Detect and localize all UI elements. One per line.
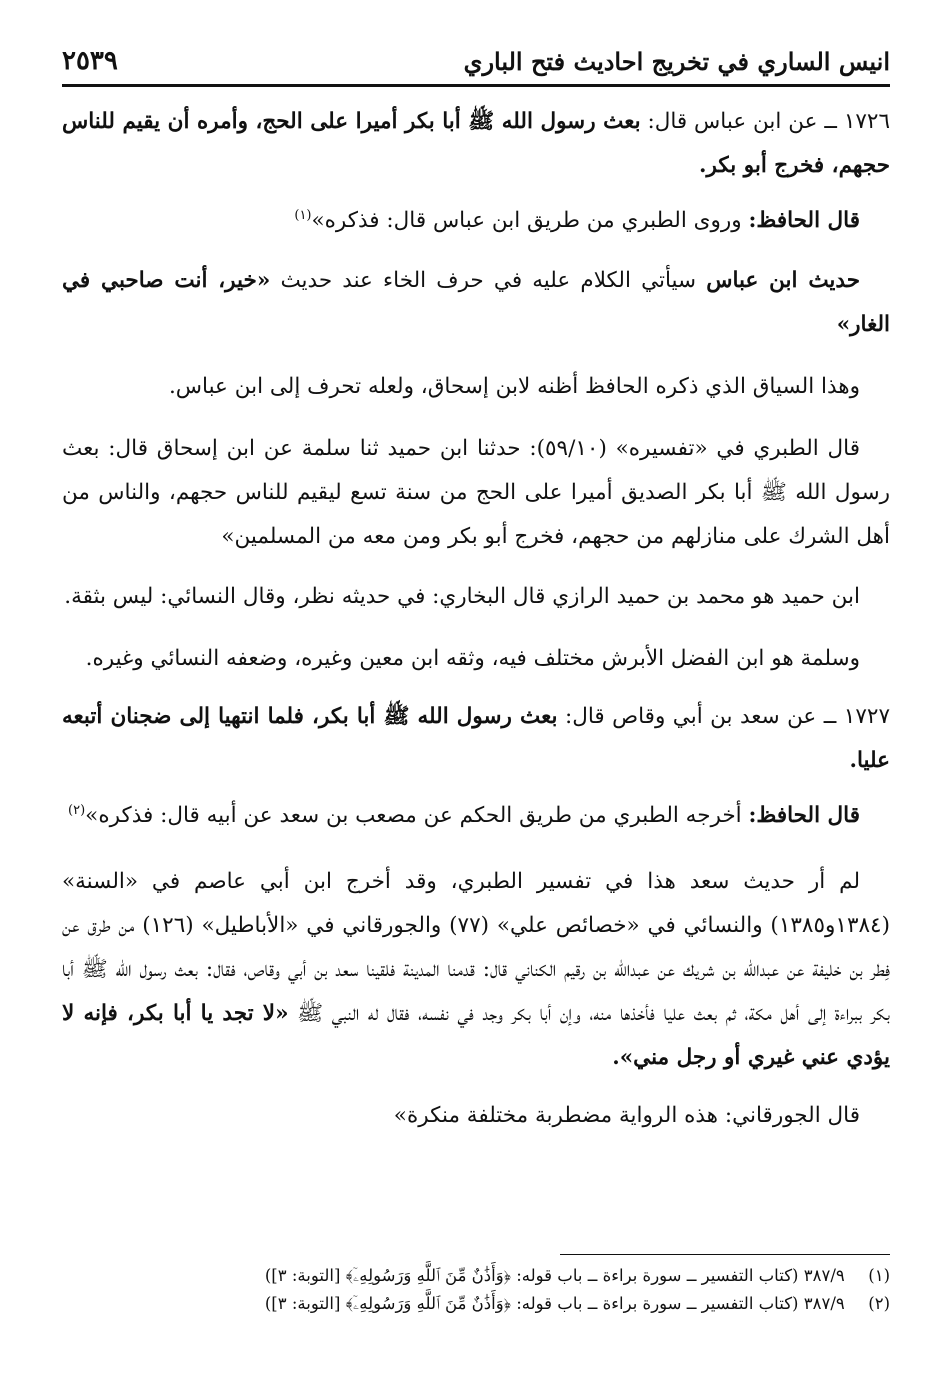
paragraph-commentary-2: وهذا السياق الذي ذكره الحافظ أظنه لابن إسحاق، ولعله تحرف إلى ابن عباس.	[168, 374, 860, 400]
book-title: انيس الساري في تخريج احاديث فتح الباري	[463, 47, 890, 76]
hafiz-text: وروى الطبري من طريق ابن عباس قال: فذكره»	[311, 208, 742, 234]
hafiz-text: أخرجه الطبري من طريق الحكم عن مصعب بن سعد عن أبيه قال: فذكره»	[85, 803, 742, 829]
paragraph-ibn-humaid: ابن حميد هو محمد بن حميد الرازي قال البخاري: في حديثه نظر، وقال النسائي: ليس بثقة.	[64, 584, 860, 610]
hadith-lead: عن سعد بن أبي وقاص قال:	[564, 704, 817, 730]
paragraph-jawraqani: قال الجورقاني: هذه الرواية مضطربة مختلفة منكرة»	[393, 1103, 860, 1129]
hadith-text: بعث رسول الله ﷺ أبا بكر أميرا على الحج، وأمره أن يقيم للناس حجهم، فخرج أبو بكر.	[62, 109, 890, 178]
commentary-text: سيأتي الكلام عليه في حرف الخاء عند حديث	[280, 268, 697, 294]
footnotes	[62, 1262, 890, 1318]
footnote-number: (٢)	[868, 1294, 890, 1313]
paragraph-hafiz-2	[62, 789, 890, 838]
takhrij-text: لم أر حديث سعد هذا في تفسير الطبري، وقد أخرج ابن أبي عاصم في «السنة» (١٣٨٤و١٣٨٥) والنسائي في «خصائص علي» (٧٧) والجورقاني في «الأباطيل» (١٢٦) من طرق عن فِطر بن خليفة عن عبدالله بن شريك عن عبدالله بن رقيم الكناني قال: قدمنا المدينة فلقينا سعد بن أبي وقاص، فقال: بعث رسول الله ﷺ أبا بكر ببراءة إلى أهل مكة، ثم بعث عليا فأخذها منه، وإن أبا بكر وجد في نفسه، فقال له النبي ﷺ	[62, 869, 890, 1027]
paragraph-hafiz-1	[62, 194, 890, 243]
paragraph-commentary-1	[62, 259, 890, 347]
hadith-1727	[62, 695, 890, 783]
footnote	[62, 1290, 890, 1318]
hadith-number: ١٧٢٦ ــ	[824, 109, 891, 134]
hadith-text: بعث رسول الله ﷺ أبا بكر، فلما انتهيا إلى ضجنان أتبعه عليا.	[62, 704, 890, 774]
hafiz-label: قال الحافظ:	[748, 208, 860, 234]
bold-quote: «لا تجد يا أبا بكر، فإنه لا يؤدي عني غيري أو رجل مني».	[62, 1001, 890, 1071]
paragraph-salama: وسلمة هو ابن الفضل الأبرش مختلف فيه، وثقه ابن معين وغيره، وضعفه النسائي وغيره.	[85, 646, 860, 672]
footnote-ref-1: (١)	[294, 208, 312, 223]
page-number: ٢٥٣٩	[62, 46, 118, 76]
footnote	[62, 1262, 890, 1290]
hafiz-label: قال الحافظ:	[748, 803, 860, 829]
footnote-number: (١)	[868, 1266, 890, 1285]
footnote-text: ٣٨٧/٩ (كتاب التفسير ــ سورة براءة ــ باب قوله: ﴿وَأَذَٰنٌ مِّنَ ٱللَّهِ وَرَسُولِهِۦٓ﴾ [التوبة: ٣])	[264, 1294, 845, 1313]
bold-quote: «خير، أنت صاحبي في الغار»	[62, 268, 890, 338]
header-rule	[62, 84, 890, 87]
paragraph-tabari-quote: قال الطبري في «تفسيره» (٥٩/١٠): حدثنا ابن حميد ثنا سلمة عن ابن إسحاق قال: بعث رسول الله ﷺ أبا بكر الصديق أميرا على الحج من سنة تسع ليقيم للناس حجهم، والناس من أهل الشرك على منازلهم من حجهم، فخرج أبو بكر ومن معه من المسلمين»	[62, 436, 890, 550]
running-header	[62, 32, 890, 76]
hadith-1726	[62, 100, 890, 188]
page-body	[62, 100, 890, 1138]
footnote-text: ٣٨٧/٩ (كتاب التفسير ــ سورة براءة ــ باب قوله: ﴿وَأَذَٰنٌ مِّنَ ٱللَّهِ وَرَسُولِهِۦٓ﴾ [التوبة: ٣])	[264, 1266, 845, 1285]
hadith-lead: عن ابن عباس قال:	[647, 109, 818, 134]
footnote-ref-2: (٢)	[68, 803, 86, 819]
hadith-number: ١٧٢٧ ــ	[823, 704, 890, 730]
footnote-rule	[560, 1254, 890, 1255]
paragraph-takhrij	[62, 860, 890, 1080]
bold-phrase: حديث ابن عباس	[706, 268, 860, 294]
